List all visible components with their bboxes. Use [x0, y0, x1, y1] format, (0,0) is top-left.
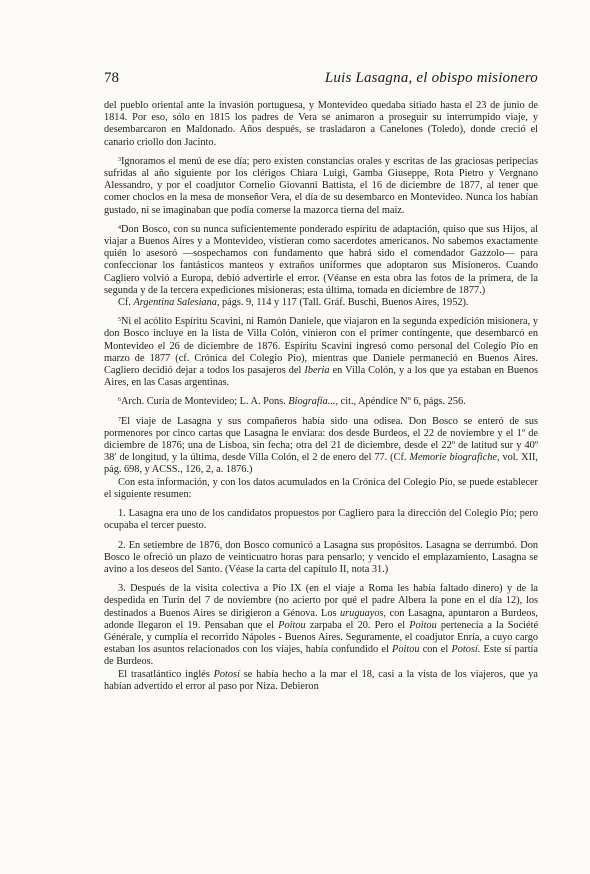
- footnote-4-reference: [104, 297, 538, 309]
- footnote-4: [104, 224, 538, 297]
- reference-prefix: Cf.: [118, 297, 134, 309]
- ship-name: Iberia: [304, 365, 330, 377]
- footnote-number: 4: [118, 224, 121, 231]
- item-text: pertenecía a la Société Générale, y cumplía el recorrido Nápoles - Buenos Aires. Seguramente, el coadjutor Enría, a cuyo cargo estaban los asuntos relacionados con los viajes, había confundido el: [104, 619, 539, 656]
- reference-title: Biografía...,: [288, 396, 339, 408]
- summary-intro: Con esta información, y con los datos acumulados en la Crónica del Colegio Pío, se puede establecer el siguiente resumen:: [104, 476, 538, 500]
- item-text: con el: [419, 644, 452, 656]
- paragraph-text: se había hecho a la mar el 18, casi a la vista de los viajeros, que ya habían advertido el error al paso por Niza. Debieron: [104, 668, 539, 692]
- footnote-text-end: vol. XII, pág. 698, y ACSS., 126, 2, a. 1876.): [104, 452, 539, 476]
- footnote-text-end: en Villa Colón, y a los que ya estaban en Buenos Aires, en las Casas argentinas.: [104, 365, 538, 389]
- summary-item-2: 2. En setiembre de 1876, don Bosco comunicó a Lasagna sus propósitos. Lasagna se derrumbó. Don Bosco le ofreció un plazo de veinticuatro horas para pensarlo; y vencido el emplazamiento, Lasagna se avino a los deseos del Santo. (Véase la carta del capítulo II, nota 31.): [104, 539, 538, 575]
- ship-name: Poitou: [409, 619, 437, 631]
- paragraph-text: El trasatlántico inglés: [118, 668, 214, 680]
- footnote-text-end: cit., Apéndice Nº 6, págs. 256.: [338, 396, 466, 408]
- footnote-5: [104, 316, 538, 389]
- page-number: 78: [104, 70, 119, 86]
- item-text: con Lasagna, apuntaron a Burdeos, adonde llegaron el 19. Pensaban que el: [104, 607, 538, 631]
- reference-details: págs. 9, 114 y 117 (Tall. Gráf. Buschi, Buenos Aires, 1952).: [219, 297, 469, 309]
- footnote-text: Arch. Curia de Montevideo; L. A. Pons.: [121, 396, 289, 408]
- running-title: Luis Lasagna, el obispo misionero: [324, 70, 538, 86]
- item-text: 3. Después de la visita colectiva a Pío IX (en el viaje a Roma les había faltado dinero) y de la despedida en Turín del 7 de noviembre (no acierto por qué el padre Albera la pone en el día 12), los destinados a Buenos Aires se dirigieron a Génova. Los: [104, 583, 538, 619]
- item-text: zarpaba el 20. Pero el: [305, 619, 410, 631]
- ship-name: Poitou: [392, 644, 420, 656]
- ship-name: Poitou: [278, 619, 306, 631]
- footnote-7: [104, 416, 538, 477]
- summary-item-3: [104, 583, 538, 668]
- footnote-number: 6: [118, 397, 121, 404]
- footnote-3: [104, 156, 538, 217]
- ship-name: Potosí.: [451, 644, 481, 656]
- footnote-text: El viaje de Lasagna y sus compañeros había sido una odisea. Don Bosco se enteró de sus pormenores por cinco cartas que Lasagna le enviara: dos desde Burdeos, el 22 de noviembre y el 1º de diciembre de 1876; una de Lisboa, sin fecha; otra del 21 de diciembre, desde el 22º de latitud sur y 40º 38′ de longitud, y la última, desde Villa Colón, el 2 de enero del 77. (Cf.: [104, 415, 538, 464]
- footnote-6: [104, 396, 538, 408]
- item-text: Este sí partía de Burdeos.: [104, 644, 538, 668]
- opening-paragraph: del pueblo oriental ante la invasión portuguesa, y Montevideo quedaba sitiado hasta el 23 de junio de 1814. Por eso, sólo en 1815 los padres de Vera se animaron a proseguir su interrumpido viaje, y desembarcaron en Maldonado. Años después, se trasladaron a Canelones (Toledo), donde creció el canario criollo don Jacinto.: [104, 100, 538, 148]
- footnote-number: 3: [118, 156, 121, 163]
- running-head: [104, 70, 538, 88]
- final-paragraph: [104, 669, 538, 693]
- footnote-text: Don Bosco, con su nunca suficientemente ponderado espíritu de adaptación, quiso que sus Hijos, al viajar a Buenos Aires y a Montevideo, vistieran como sacerdotes americanos. No sabemos exactamente quién lo asesoró —sospechamos con fundamento que habrá sido el comendador Gazzolo— para confeccionar los fantásticos manteos y extraños uniformes que adoptaron sus Misioneros. Cuando Cagliero volvió a Europa, debió advertirle el error. (Véanse en esta obra las fotos de la primera, de la segunda y de la tercera expediciones misioneras; esta última, tomada en diciembre de 1877.): [104, 223, 538, 296]
- footnote-number: 7: [118, 416, 121, 423]
- reference-title: Argentina Salesiana,: [133, 297, 220, 309]
- ship-name: Potosí: [213, 668, 240, 680]
- footnote-number: 5: [118, 317, 121, 324]
- footnote-text: Ignoramos el menú de ese día; pero existen constancias orales y escritas de las graciosas peripecias sufridas al año siguiente por los clérigos Chiara Luigi, Gamba Giuseppe, Rota Pietro y Vergnano Alessandro, y por el coadjutor Cornelio Giovanni Battista, el 16 de diciembre de 1877, al tener que comer choclos en la mesa de monseñor Vera, el día de su desembarco en Montevideo. Nunca los habían gustado, ni se imaginaban que podía comerse la mazorca tierna del maíz.: [104, 155, 538, 216]
- footnote-text: Ni el acólito Espíritu Scavini, ni Ramón Daniele, que viajaron en la segunda expedición misionera, y don Bosco incluye en la lista de Villa Colón, vinieron con el primer contingente, que desembarcó en Montevideo el 26 de diciembre de 1876. Espíritu Scavini ingresó como personal del Colegio Pío en marzo de 1877 (cf. Crónica del Colegio Pío), mientras que Daniele permaneció en Buenos Aires. Cagliero decidió dejar a todos los pasajeros del: [104, 316, 538, 377]
- summary-item-1: 1. Lasagna era uno de los candidatos propuestos por Cagliero para la dirección del Colegio Pío; pero ocupaba el tercer puesto.: [104, 508, 538, 532]
- body-text: [104, 100, 538, 693]
- reference-title: Memorie biografiche,: [409, 452, 500, 464]
- emphasis-uruguayos: uruguayos,: [340, 607, 387, 619]
